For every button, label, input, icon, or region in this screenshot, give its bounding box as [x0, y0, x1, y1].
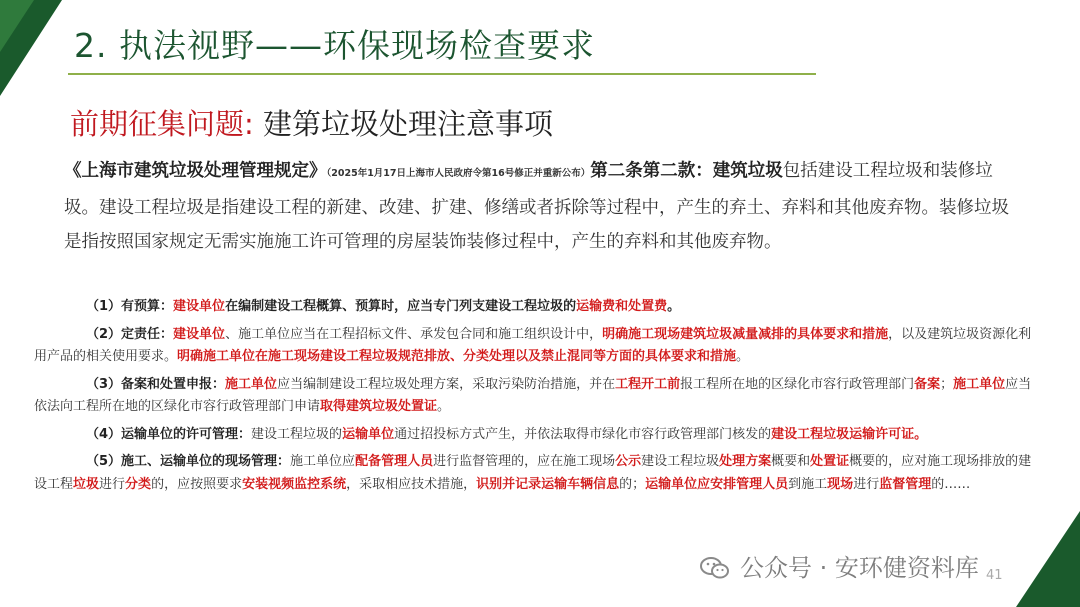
item-text: 进行 — [853, 476, 880, 492]
list-item — [34, 424, 1038, 447]
law-note: （2025年1月17日上海市人民政府令第16号修正并重新公布） — [326, 168, 591, 179]
item-heading: （4）运输单位的许可管理： — [86, 426, 252, 442]
item-text: 应当依法向工程所在地的区绿化市容行政管理部门申请 — [34, 376, 1032, 414]
item-text: 进行 — [99, 476, 126, 492]
subtitle-topic: 建第垃圾处理注意事项 — [263, 107, 554, 141]
highlight-text: 运输单位应安排管理人员 — [645, 476, 789, 492]
list-item — [34, 296, 1038, 319]
item-text: 到施工 — [788, 476, 828, 492]
wechat-icon — [700, 556, 730, 580]
requirements-list — [34, 296, 1038, 501]
item-heading: （2）定责任： — [86, 326, 174, 342]
item-heading: （5）施工、运输单位的现场管理： — [86, 454, 291, 469]
item-text: 。 — [667, 299, 681, 314]
item-heading: （1）有预算： — [86, 299, 174, 314]
item-heading: （3）备案和处置申报： — [86, 376, 226, 392]
highlight-text: 取得建筑垃圾处置证 — [320, 399, 438, 414]
corner-decoration-bottom-right — [1016, 511, 1080, 607]
item-text: 概要的，应对施工现场排放的建设工程 — [34, 454, 1032, 492]
highlight-text: 监督管理 — [879, 476, 932, 492]
item-text: 概要和 — [771, 454, 811, 469]
highlight-text: 公示 — [615, 454, 642, 469]
item-text: 的…… — [931, 476, 971, 492]
intro-paragraph — [64, 154, 1024, 259]
highlight-text: 现场 — [827, 476, 854, 492]
item-text: 进行监督管理的，应在施工现场 — [433, 454, 616, 469]
highlight-text: 建设工程垃圾运输许可证。 — [771, 426, 928, 442]
article-ref: 第二条第二款：建筑垃圾 — [590, 161, 783, 181]
law-title: 《上海市建筑垃圾处理管理规定》 — [64, 161, 327, 181]
item-text: 。 — [437, 399, 451, 414]
item-text: ，以及建筑垃圾资源化利用产品的相关使用要求。 — [34, 326, 1032, 364]
list-item — [34, 451, 1038, 496]
highlight-text: 施工单位 — [225, 376, 278, 392]
item-text: ； — [940, 376, 954, 392]
intro-body: 包括建设工程垃圾和装修垃圾。建设工程垃圾是指建设工程的新建、改建、扩建、修缮或者拆除等过程中，产生的弃土、弃料和其他废弃物。装修垃圾是指按照国家规定无需实施施工许可管理的房屋装饰装修过程中，产生的弃料和其他废弃物。 — [64, 161, 1009, 252]
watermark — [700, 548, 979, 583]
highlight-text: 运输费和处置费 — [576, 299, 668, 314]
highlight-text: 分类 — [125, 476, 152, 492]
list-item — [34, 374, 1038, 419]
highlight-text: 运输单位 — [342, 426, 395, 442]
highlight-text: 识别并记录运输车辆信息 — [476, 476, 620, 492]
highlight-text: 工程开工前 — [615, 376, 681, 392]
slide-title: 2. 执法视野——环保现场检查要求 — [74, 26, 595, 65]
item-text: 的； — [619, 476, 646, 492]
item-text: ，采取相应技术措施， — [346, 476, 477, 492]
item-text: 通过招投标方式产生，并依法取得市绿化市容行政管理部门核发的 — [394, 426, 772, 442]
item-text: 应当编制建设工程垃圾处理方案，采取污染防治措施，并在 — [277, 376, 616, 392]
highlight-text: 配备管理人员 — [355, 454, 434, 469]
watermark-text: 公众号 · 安环健资料库 — [740, 554, 979, 582]
highlight-text: 明确施工现场建筑垃圾减量减排的具体要求和措施 — [602, 326, 889, 342]
highlight-text: 建设单位 — [173, 299, 226, 314]
highlight-text: 施工单位 — [953, 376, 1006, 392]
item-text: 的，应按照要求 — [151, 476, 243, 492]
title-divider — [68, 73, 816, 75]
item-text: 建设工程垃圾 — [641, 454, 720, 469]
item-text: 在编制建设工程概算、预算时，应当专门列支建设工程垃圾的 — [225, 299, 577, 314]
item-text: 施工单位应 — [290, 454, 356, 469]
highlight-text: 备案 — [914, 376, 941, 392]
corner-decoration-top-left-inner — [0, 0, 34, 52]
item-text: 报工程所在地的区绿化市容行政管理部门 — [680, 376, 915, 392]
item-text: 建设工程垃圾的 — [251, 426, 343, 442]
page-number: 41 — [986, 568, 1003, 583]
highlight-text: 明确施工单位在施工现场建设工程垃圾规范排放、分类处理以及禁止混同等方面的具体要求和措施 — [177, 349, 737, 364]
highlight-text: 处置证 — [810, 454, 850, 469]
item-text: 、施工单位应当在工程招标文件、承发包合同和施工组织设计中， — [225, 326, 603, 342]
list-item — [34, 324, 1038, 369]
highlight-text: 垃圾 — [73, 476, 100, 492]
highlight-text: 建设单位 — [173, 326, 226, 342]
highlight-text: 处理方案 — [719, 454, 772, 469]
item-text: 。 — [736, 349, 750, 364]
subtitle-prefix: 前期征集问题: — [70, 107, 263, 141]
highlight-text: 安装视频监控系统 — [242, 476, 347, 492]
slide-subtitle — [70, 102, 553, 143]
